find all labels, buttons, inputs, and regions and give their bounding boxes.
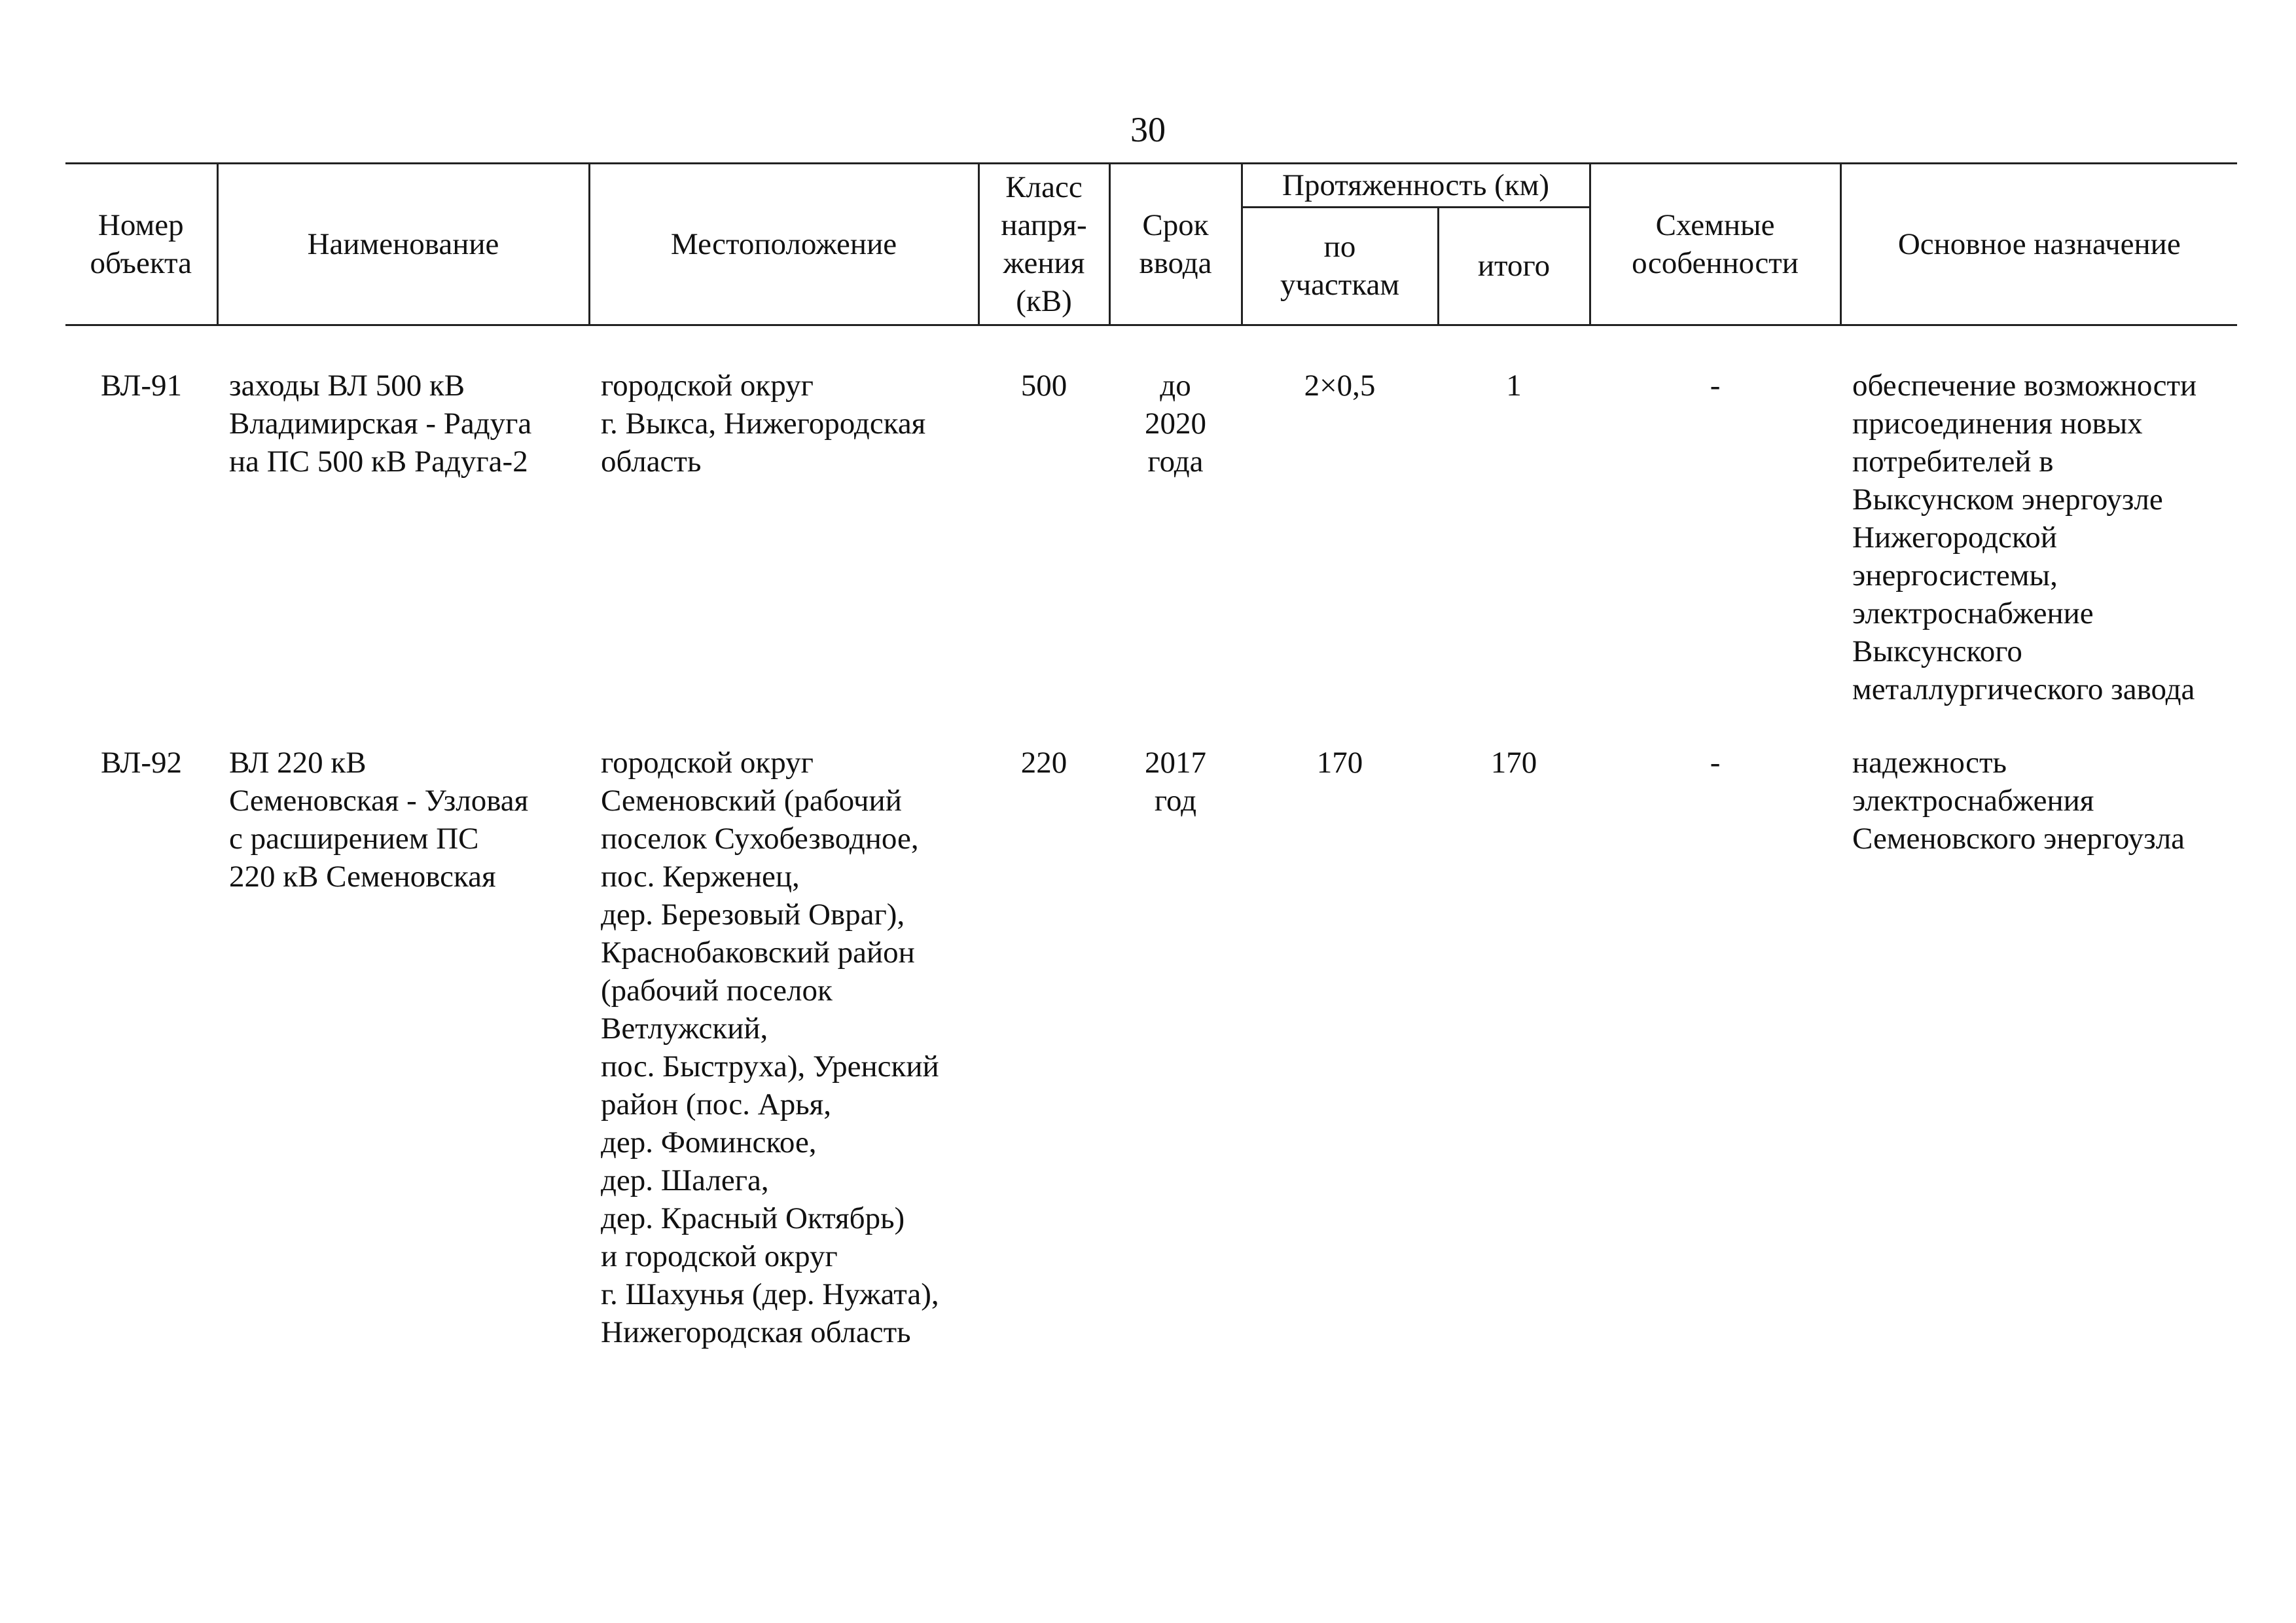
header-scheme: Схемные особенности: [1590, 164, 1840, 325]
cell-by-sections: 170: [1316, 746, 1363, 780]
header-purpose: Основное назначение: [1840, 164, 2237, 325]
cell-scheme: -: [1710, 369, 1721, 403]
cell-name: ВЛ 220 кВ Семеновская - Узловая с расширением ПС 220 кВ Семеновская: [229, 746, 529, 894]
table-row: [65, 367, 2237, 744]
page-number: 30: [1130, 110, 1166, 149]
cell-number: ВЛ-91: [100, 369, 183, 403]
cell-purpose: надежность электроснабжения Семеновского энергоузла: [1852, 746, 2185, 856]
header-by-sections: по участкам: [1242, 207, 1438, 325]
cell-term: 2017 год: [1145, 746, 1206, 818]
header-total: итого: [1438, 207, 1590, 325]
cell-voltage: 220: [1020, 746, 1067, 780]
cell-by-sections: 2×0,5: [1304, 369, 1376, 403]
header-voltage: Класс напря- жения (кВ): [978, 164, 1109, 325]
header-term: Срок ввода: [1109, 164, 1242, 325]
header-name: Наименование: [217, 164, 589, 325]
header-number: Номер объекта: [65, 164, 217, 325]
header-length-group: Протяженность (км): [1242, 164, 1590, 208]
cell-purpose: обеспечение возможности присоединения новых потребителей в Выксунском энергоузле Нижегородской энергосистемы, электроснабжение Выксунского металлургического завода: [1852, 369, 2197, 706]
header-location: Местоположение: [589, 164, 978, 325]
cell-location: городской округ г. Выкса, Нижегородская область: [601, 369, 926, 479]
objects-table: [65, 162, 2237, 1387]
table-row: [65, 744, 2237, 1387]
cell-term: до 2020 года: [1145, 369, 1206, 479]
cell-number: ВЛ-92: [100, 746, 183, 780]
cell-total: 170: [1490, 746, 1537, 780]
cell-total: 1: [1506, 369, 1522, 403]
cell-voltage: 500: [1020, 369, 1067, 403]
cell-name: заходы ВЛ 500 кВ Владимирская - Радуга на ПС 500 кВ Радуга-2: [229, 369, 532, 479]
cell-location: городской округ Семеновский (рабочий поселок Сухобезводное, пос. Керженец, дер. Березовый Овраг), Краснобаковский район (рабочий поселок Ветлужский, пос. Быструха), Уренский район (пос. Арья, дер. Фоминское, дер. Шалега, дер. Красный Октябрь) и городской округ г. Шахунья (дер. Нужата), Нижегородская область: [601, 746, 939, 1349]
cell-scheme: -: [1710, 746, 1721, 780]
